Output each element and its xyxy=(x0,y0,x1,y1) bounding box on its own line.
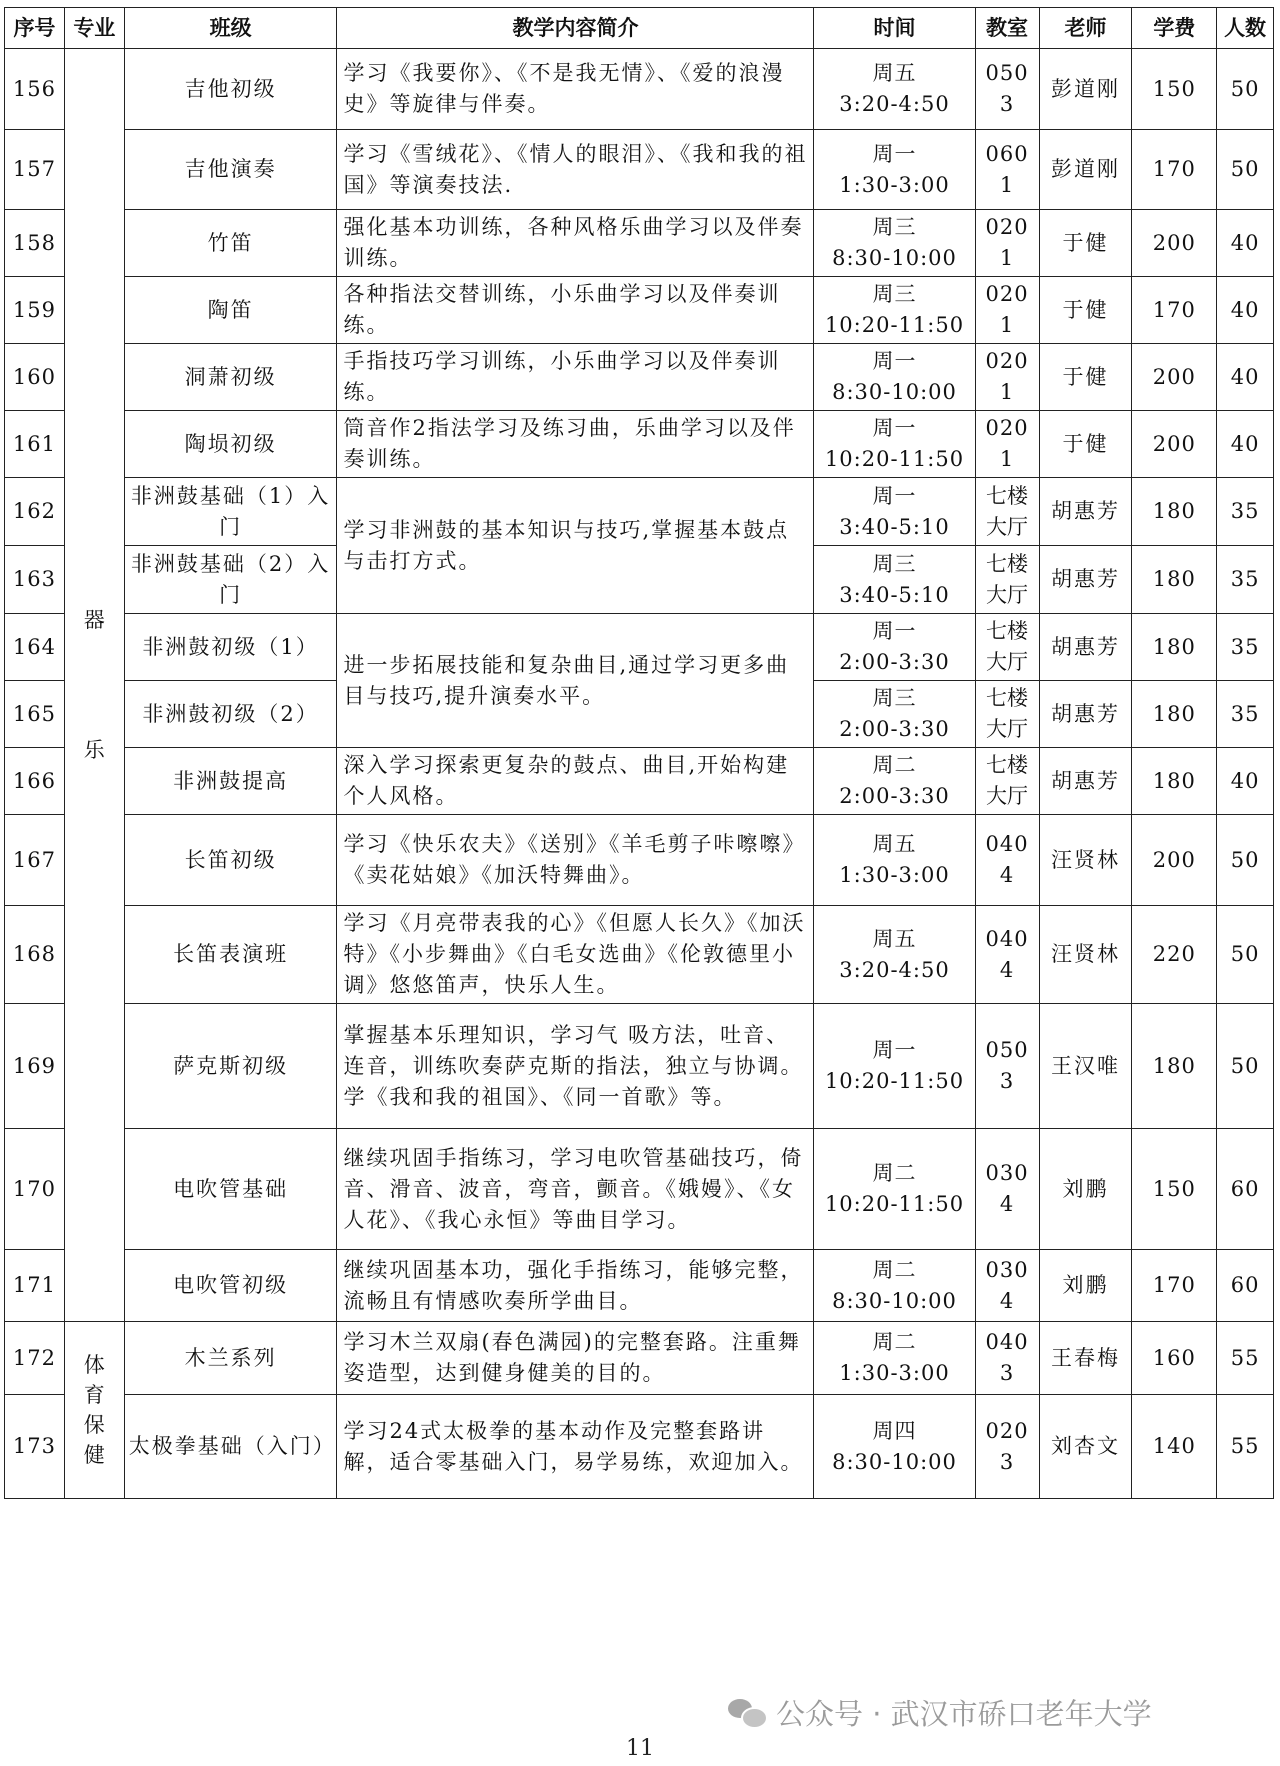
teacher-name: 刘鹏 xyxy=(1039,1250,1132,1322)
schedule-cell xyxy=(814,130,975,210)
class-name: 吉他初级 xyxy=(124,49,337,130)
capacity: 55 xyxy=(1217,1395,1274,1499)
table-row xyxy=(5,815,1274,906)
schedule-cell xyxy=(814,344,975,411)
row-number: 167 xyxy=(5,815,65,906)
classroom: 0201 xyxy=(975,210,1039,277)
class-name: 电吹管基础 xyxy=(124,1129,337,1250)
tuition-fee: 170 xyxy=(1132,130,1217,210)
page-number: 11 xyxy=(626,1736,654,1761)
class-name: 长笛表演班 xyxy=(124,906,337,1004)
row-number: 160 xyxy=(5,344,65,411)
class-name: 非洲鼓基础（2）入门 xyxy=(124,546,337,614)
row-number: 166 xyxy=(5,748,65,815)
classroom: 七楼大厅 xyxy=(975,614,1039,681)
schedule-time: 8:30-10:00 xyxy=(832,380,957,404)
schedule-cell xyxy=(814,1250,975,1322)
table-row xyxy=(5,344,1274,411)
teacher-name: 王春梅 xyxy=(1039,1322,1132,1395)
class-name: 非洲鼓初级（1） xyxy=(124,614,337,681)
schedule-day: 周五 xyxy=(872,926,917,951)
classroom: 七楼大厅 xyxy=(975,546,1039,614)
table-row xyxy=(5,1004,1274,1129)
teacher-name: 于健 xyxy=(1039,411,1132,478)
schedule-time: 8:30-10:00 xyxy=(832,246,957,270)
schedule-day: 周五 xyxy=(872,832,917,856)
class-name: 竹笛 xyxy=(124,210,337,277)
capacity: 50 xyxy=(1217,1004,1274,1129)
course-description: 学习木兰双扇(春色满园)的完整套路。注重舞姿造型，达到健身健美的目的。 xyxy=(337,1322,814,1395)
teacher-name: 彭道刚 xyxy=(1039,130,1132,210)
row-number: 170 xyxy=(5,1129,65,1250)
table-row xyxy=(5,1250,1274,1322)
header-capacity: 人数 xyxy=(1217,8,1274,49)
row-number: 158 xyxy=(5,210,65,277)
course-description: 学习非洲鼓的基本知识与技巧,掌握基本鼓点与击打方式。 xyxy=(337,478,814,614)
schedule-cell xyxy=(814,277,975,344)
schedule-day: 周一 xyxy=(872,141,917,166)
capacity: 40 xyxy=(1217,748,1274,815)
schedule-time: 10:20-11:50 xyxy=(824,313,965,337)
table-row xyxy=(5,614,1274,681)
teacher-name: 胡惠芳 xyxy=(1039,546,1132,614)
course-schedule-table xyxy=(4,7,1274,1499)
tuition-fee: 180 xyxy=(1132,748,1217,815)
schedule-day: 周三 xyxy=(872,551,917,576)
schedule-day: 周一 xyxy=(872,619,917,643)
class-name: 木兰系列 xyxy=(124,1322,337,1395)
header-no: 序号 xyxy=(5,8,65,49)
class-name: 吉他演奏 xyxy=(124,130,337,210)
course-description: 手指技巧学习训练，小乐曲学习以及伴奏训练。 xyxy=(337,344,814,411)
schedule-cell xyxy=(814,614,975,681)
schedule-day: 周一 xyxy=(872,483,917,508)
schedule-time: 2:00-3:30 xyxy=(839,650,950,674)
teacher-name: 胡惠芳 xyxy=(1039,614,1132,681)
class-name: 非洲鼓提高 xyxy=(124,748,337,815)
row-number: 165 xyxy=(5,681,65,748)
tuition-fee: 180 xyxy=(1132,681,1217,748)
schedule-day: 周一 xyxy=(872,349,917,373)
header-row xyxy=(5,8,1274,49)
table-row xyxy=(5,277,1274,344)
class-name: 非洲鼓基础（1）入门 xyxy=(124,478,337,546)
table-row xyxy=(5,1129,1274,1250)
watermark-text: 公众号 · 武汉市硚口老年大学 xyxy=(776,1696,1152,1731)
header-dept: 专业 xyxy=(64,8,124,49)
classroom: 0201 xyxy=(975,344,1039,411)
classroom: 0304 xyxy=(975,1250,1039,1322)
classroom: 0304 xyxy=(975,1129,1039,1250)
department-cell xyxy=(64,1322,124,1499)
course-description: 继续巩固基本功，强化手指练习，能够完整，流畅且有情感吹奏所学曲目。 xyxy=(337,1250,814,1322)
schedule-cell xyxy=(814,748,975,815)
schedule-time: 8:30-10:00 xyxy=(832,1288,957,1313)
schedule-time: 3:40-5:10 xyxy=(839,514,950,539)
teacher-name: 胡惠芳 xyxy=(1039,478,1132,546)
tuition-fee: 180 xyxy=(1132,546,1217,614)
teacher-name: 王汉唯 xyxy=(1039,1004,1132,1129)
course-description: 各种指法交替训练，小乐曲学习以及伴奏训练。 xyxy=(337,277,814,344)
capacity: 50 xyxy=(1217,815,1274,906)
classroom: 0203 xyxy=(975,1395,1039,1499)
schedule-cell xyxy=(814,815,975,906)
teacher-name: 于健 xyxy=(1039,277,1132,344)
table-row xyxy=(5,411,1274,478)
classroom: 0503 xyxy=(975,1004,1039,1129)
row-number: 172 xyxy=(5,1322,65,1395)
capacity: 50 xyxy=(1217,906,1274,1004)
row-number: 161 xyxy=(5,411,65,478)
capacity: 35 xyxy=(1217,546,1274,614)
schedule-cell xyxy=(814,1004,975,1129)
table-row xyxy=(5,1322,1274,1395)
schedule-cell xyxy=(814,546,975,614)
row-number: 171 xyxy=(5,1250,65,1322)
table-row xyxy=(5,130,1274,210)
classroom: 七楼大厅 xyxy=(975,681,1039,748)
capacity: 55 xyxy=(1217,1322,1274,1395)
row-number: 163 xyxy=(5,546,65,614)
course-description: 学习《雪绒花》、《情人的眼泪》、《我和我的祖国》等演奏技法. xyxy=(337,130,814,210)
teacher-name: 彭道刚 xyxy=(1039,49,1132,130)
capacity: 40 xyxy=(1217,277,1274,344)
tuition-fee: 180 xyxy=(1132,614,1217,681)
table-row xyxy=(5,210,1274,277)
classroom: 0201 xyxy=(975,411,1039,478)
tuition-fee: 170 xyxy=(1132,1250,1217,1322)
course-description: 学习《快乐农夫》《送别》《羊毛剪子咔嚓嚓》《卖花姑娘》《加沃特舞曲》。 xyxy=(337,815,814,906)
capacity: 60 xyxy=(1217,1129,1274,1250)
row-number: 159 xyxy=(5,277,65,344)
class-name: 萨克斯初级 xyxy=(124,1004,337,1129)
department-label: 器乐 xyxy=(83,608,105,762)
schedule-cell xyxy=(814,411,975,478)
course-description: 学习《我要你》、《不是我无情》、《爱的浪漫史》等旋律与伴奏。 xyxy=(337,49,814,130)
capacity: 60 xyxy=(1217,1250,1274,1322)
header-class: 班级 xyxy=(124,8,337,49)
row-number: 164 xyxy=(5,614,65,681)
teacher-name: 胡惠芳 xyxy=(1039,681,1132,748)
class-name: 陶埙初级 xyxy=(124,411,337,478)
schedule-time: 2:00-3:30 xyxy=(839,717,950,741)
course-description: 学习《月亮带表我的心》《但愿人长久》《加沃特》《小步舞曲》《白毛女选曲》《伦敦德里小调》悠悠笛声，快乐人生。 xyxy=(337,906,814,1004)
department-label: 体育保健 xyxy=(83,1352,105,1467)
schedule-time: 10:20-11:50 xyxy=(824,447,965,471)
schedule-day: 周四 xyxy=(872,1418,917,1443)
tuition-fee: 200 xyxy=(1132,815,1217,906)
classroom: 七楼大厅 xyxy=(975,478,1039,546)
capacity: 35 xyxy=(1217,478,1274,546)
capacity: 40 xyxy=(1217,210,1274,277)
tuition-fee: 140 xyxy=(1132,1395,1217,1499)
class-name: 洞萧初级 xyxy=(124,344,337,411)
teacher-name: 于健 xyxy=(1039,344,1132,411)
schedule-day: 周一 xyxy=(872,416,917,440)
row-number: 169 xyxy=(5,1004,65,1129)
schedule-time: 3:20-4:50 xyxy=(839,957,950,982)
course-description: 强化基本功训练，各种风格乐曲学习以及伴奏训练。 xyxy=(337,210,814,277)
header-description: 教学内容简介 xyxy=(337,8,814,49)
tuition-fee: 200 xyxy=(1132,344,1217,411)
schedule-time: 2:00-3:30 xyxy=(839,784,950,808)
row-number: 162 xyxy=(5,478,65,546)
row-number: 173 xyxy=(5,1395,65,1499)
classroom: 0601 xyxy=(975,130,1039,210)
row-number: 157 xyxy=(5,130,65,210)
header-fee: 学费 xyxy=(1132,8,1217,49)
capacity: 40 xyxy=(1217,344,1274,411)
course-description: 掌握基本乐理知识，学习气 吸方法，吐音、连音，训练吹奏萨克斯的指法，独立与协调。学《我和我的祖国》、《同一首歌》等。 xyxy=(337,1004,814,1129)
classroom: 0503 xyxy=(975,49,1039,130)
teacher-name: 汪贤林 xyxy=(1039,906,1132,1004)
schedule-time: 10:20-11:50 xyxy=(824,1069,965,1093)
schedule-day: 周一 xyxy=(872,1038,917,1062)
row-number: 168 xyxy=(5,906,65,1004)
row-number: 156 xyxy=(5,49,65,130)
table-row xyxy=(5,49,1274,130)
class-name: 太极拳基础（入门） xyxy=(124,1395,337,1499)
teacher-name: 刘杏文 xyxy=(1039,1395,1132,1499)
course-description: 学习24式太极拳的基本动作及完整套路讲解，适合零基础入门，易学易练，欢迎加入。 xyxy=(337,1395,814,1499)
tuition-fee: 180 xyxy=(1132,1004,1217,1129)
teacher-name: 刘鹏 xyxy=(1039,1129,1132,1250)
schedule-time: 1:30-3:00 xyxy=(839,863,950,887)
schedule-day: 周五 xyxy=(872,61,917,85)
watermark xyxy=(728,1692,1152,1732)
header-room: 教室 xyxy=(975,8,1039,49)
schedule-time: 3:20-4:50 xyxy=(839,92,950,116)
teacher-name: 汪贤林 xyxy=(1039,815,1132,906)
tuition-fee: 150 xyxy=(1132,1129,1217,1250)
course-description: 筒音作2指法学习及练习曲，乐曲学习以及伴奏训练。 xyxy=(337,411,814,478)
tuition-fee: 170 xyxy=(1132,277,1217,344)
class-name: 长笛初级 xyxy=(124,815,337,906)
classroom: 七楼大厅 xyxy=(975,748,1039,815)
schedule-day: 周二 xyxy=(872,1161,917,1185)
teacher-name: 于健 xyxy=(1039,210,1132,277)
schedule-cell xyxy=(814,478,975,546)
course-description: 继续巩固手指练习，学习电吹管基础技巧，倚音、滑音、波音，弯音，颤音。《娥嫚》、《女人花》、《我心永恒》等曲目学习。 xyxy=(337,1129,814,1250)
tuition-fee: 220 xyxy=(1132,906,1217,1004)
schedule-time: 8:30-10:00 xyxy=(832,1449,957,1474)
schedule-day: 周二 xyxy=(872,753,917,777)
tuition-fee: 180 xyxy=(1132,478,1217,546)
course-description: 进一步拓展技能和复杂曲目,通过学习更多曲目与技巧,提升演奏水平。 xyxy=(337,614,814,748)
schedule-day: 周三 xyxy=(872,282,917,306)
schedule-time: 1:30-3:00 xyxy=(839,1361,950,1385)
header-time: 时间 xyxy=(814,8,975,49)
class-name: 电吹管初级 xyxy=(124,1250,337,1322)
schedule-day: 周三 xyxy=(872,215,917,239)
table-row xyxy=(5,1395,1274,1499)
table-row xyxy=(5,478,1274,546)
capacity: 50 xyxy=(1217,130,1274,210)
wechat-icon xyxy=(728,1697,766,1727)
teacher-name: 胡惠芳 xyxy=(1039,748,1132,815)
classroom: 0403 xyxy=(975,1322,1039,1395)
capacity: 50 xyxy=(1217,49,1274,130)
capacity: 40 xyxy=(1217,411,1274,478)
tuition-fee: 200 xyxy=(1132,411,1217,478)
schedule-day: 周二 xyxy=(872,1330,917,1354)
tuition-fee: 150 xyxy=(1132,49,1217,130)
capacity: 35 xyxy=(1217,614,1274,681)
classroom: 0201 xyxy=(975,277,1039,344)
schedule-cell xyxy=(814,1129,975,1250)
schedule-cell xyxy=(814,1322,975,1395)
schedule-cell xyxy=(814,681,975,748)
schedule-time: 3:40-5:10 xyxy=(839,582,950,607)
department-cell xyxy=(64,49,124,1322)
classroom: 0404 xyxy=(975,906,1039,1004)
course-description: 深入学习探索更复杂的鼓点、曲目,开始构建个人风格。 xyxy=(337,748,814,815)
schedule-day: 周三 xyxy=(872,686,917,710)
header-teacher: 老师 xyxy=(1039,8,1132,49)
capacity: 35 xyxy=(1217,681,1274,748)
tuition-fee: 200 xyxy=(1132,210,1217,277)
class-name: 陶笛 xyxy=(124,277,337,344)
schedule-time: 1:30-3:00 xyxy=(839,172,950,197)
schedule-cell xyxy=(814,49,975,130)
schedule-time: 10:20-11:50 xyxy=(824,1192,965,1216)
schedule-cell xyxy=(814,1395,975,1499)
tuition-fee: 160 xyxy=(1132,1322,1217,1395)
table-row xyxy=(5,906,1274,1004)
schedule-day: 周二 xyxy=(872,1257,917,1282)
class-name: 非洲鼓初级（2） xyxy=(124,681,337,748)
table-row xyxy=(5,748,1274,815)
schedule-cell xyxy=(814,906,975,1004)
schedule-cell xyxy=(814,210,975,277)
classroom: 0404 xyxy=(975,815,1039,906)
